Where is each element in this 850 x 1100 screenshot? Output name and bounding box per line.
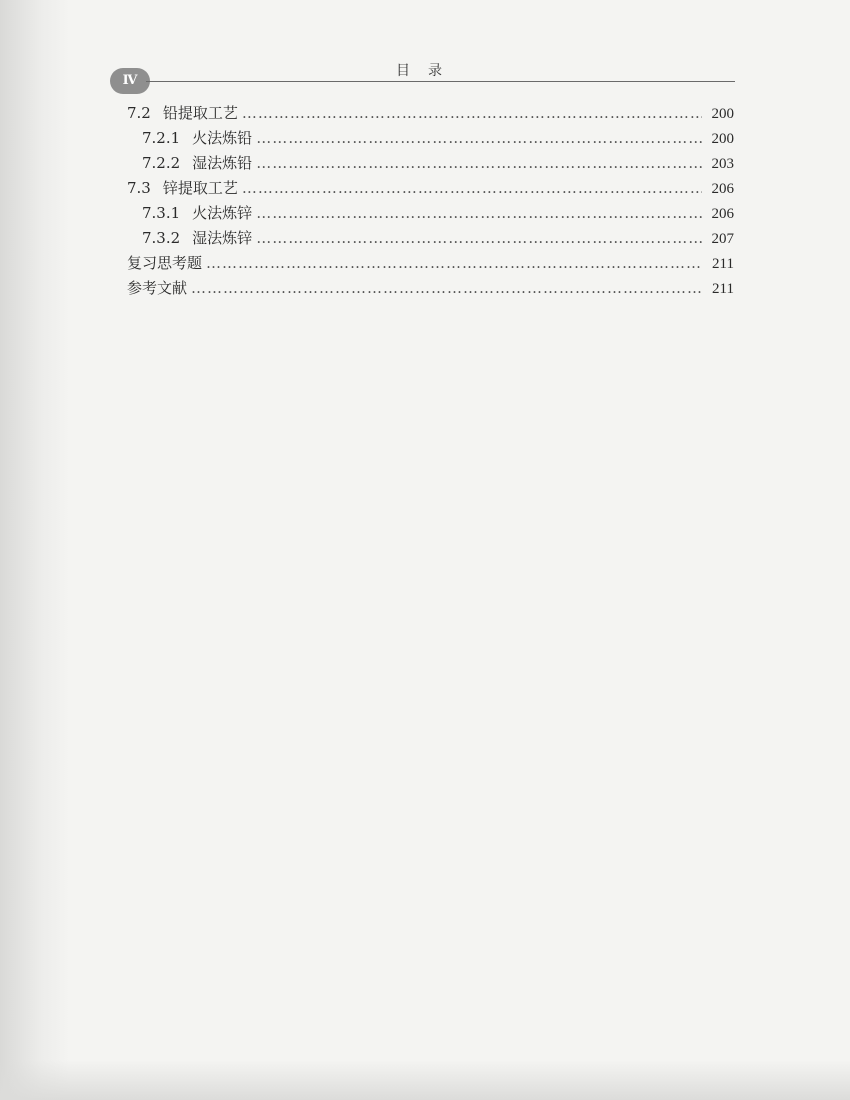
header-rule <box>146 81 735 82</box>
toc-entry-number: 7.2.1 <box>142 129 181 147</box>
page-number-badge: Ⅳ <box>110 68 150 94</box>
toc-entry[interactable] <box>127 252 734 277</box>
toc-entry[interactable] <box>127 277 734 302</box>
toc-entry-number: 7.3.2 <box>142 229 181 247</box>
toc-entry-title: 参考文献 <box>127 279 188 297</box>
toc-entry-page: 206 <box>711 206 734 222</box>
scan-shadow-edge <box>0 0 70 1100</box>
toc-leader-dots <box>256 229 702 247</box>
toc-entry-title: 火法炼铅 <box>192 129 253 147</box>
toc-entry-number: 7.2 <box>127 104 151 122</box>
toc-leader-dots <box>242 179 702 197</box>
toc-entry-page: 200 <box>711 106 734 122</box>
toc-entry[interactable] <box>127 152 734 177</box>
toc-leader-dots <box>191 279 702 297</box>
toc-entry[interactable] <box>127 177 734 202</box>
page-header <box>110 58 735 94</box>
toc-entry-number: 7.3.1 <box>142 204 181 222</box>
page-title: 目录 <box>396 63 460 79</box>
scan-shadow-bottom <box>0 1060 850 1100</box>
table-of-contents <box>127 102 734 302</box>
toc-leader-dots <box>242 104 702 122</box>
toc-entry-title: 火法炼锌 <box>192 204 253 222</box>
toc-leader-dots <box>206 254 702 272</box>
toc-entry-page: 203 <box>711 156 734 172</box>
toc-entry-title: 铅提取工艺 <box>162 104 238 122</box>
toc-entry-page: 211 <box>712 281 734 297</box>
toc-entry[interactable] <box>127 102 734 127</box>
toc-entry-page: 200 <box>711 131 734 147</box>
toc-entry-title: 锌提取工艺 <box>162 179 238 197</box>
toc-entry[interactable] <box>127 202 734 227</box>
toc-leader-dots <box>256 154 702 172</box>
toc-leader-dots <box>256 204 702 222</box>
toc-entry-title: 湿法炼锌 <box>192 229 253 247</box>
toc-entry-number: 7.3 <box>127 179 151 197</box>
toc-entry-number: 7.2.2 <box>142 154 181 172</box>
toc-entry-title: 复习思考题 <box>127 254 203 272</box>
toc-entry-title: 湿法炼铅 <box>192 154 253 172</box>
toc-entry-page: 206 <box>711 181 734 197</box>
toc-entry[interactable] <box>127 227 734 252</box>
toc-entry-page: 207 <box>711 231 734 247</box>
toc-entry[interactable] <box>127 127 734 152</box>
toc-entry-page: 211 <box>712 256 734 272</box>
toc-leader-dots <box>256 129 702 147</box>
